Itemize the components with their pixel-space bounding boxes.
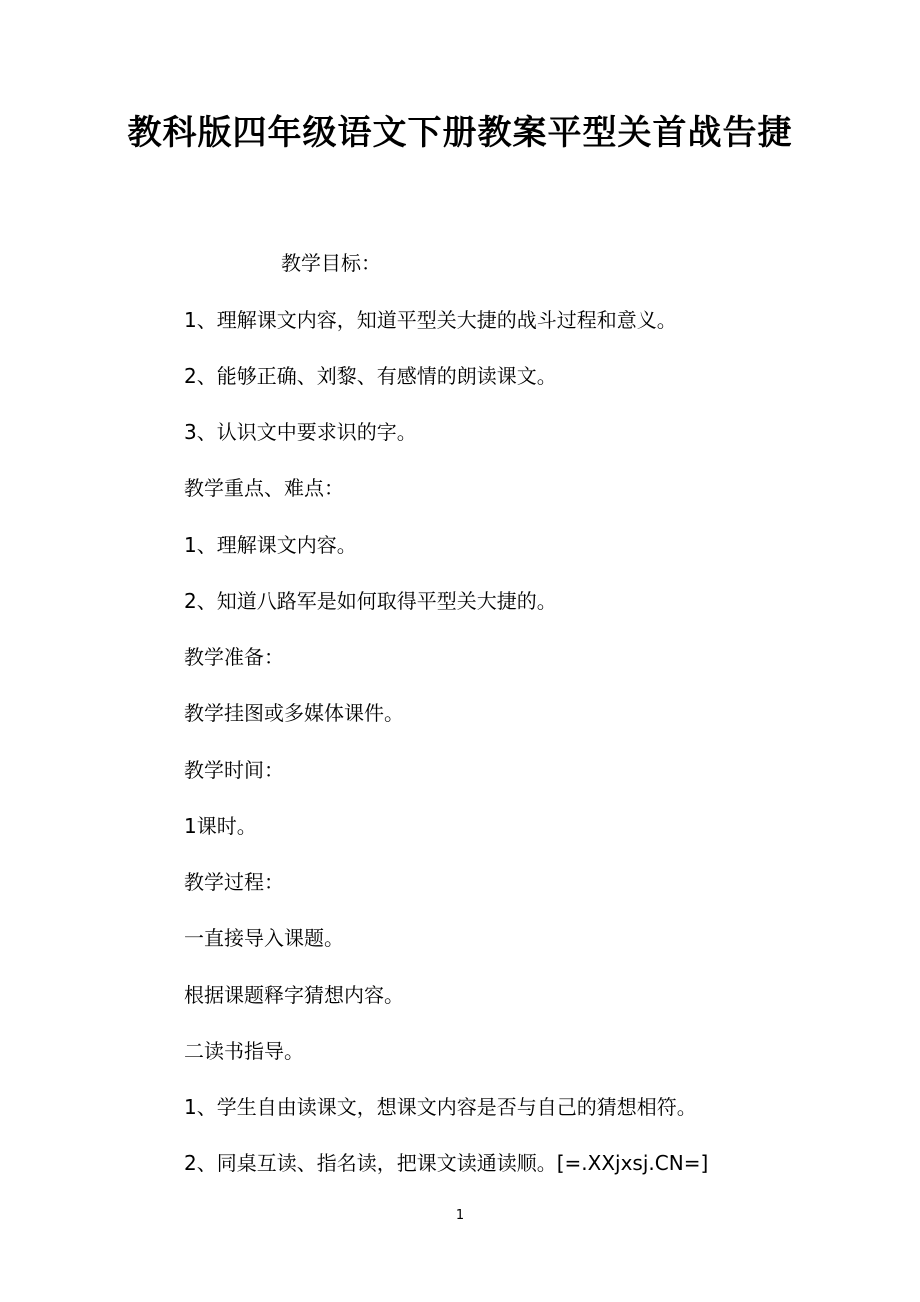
time-text: 1课时。 bbox=[184, 814, 257, 838]
page-number: 1 bbox=[455, 1208, 465, 1223]
section-heading-process: 教学过程： bbox=[184, 870, 284, 894]
section-heading-time: 教学时间： bbox=[184, 758, 284, 782]
process-step-1: 一直接导入课题。 bbox=[184, 926, 344, 950]
goal-item-2: 2、能够正确、刘黎、有感情的朗读课文。 bbox=[184, 364, 557, 388]
document-title: 教科版四年级语文下册教案平型关首战告捷 bbox=[127, 113, 793, 153]
section-heading-key-points: 教学重点、难点： bbox=[184, 476, 344, 500]
section-heading-preparation: 教学准备： bbox=[184, 645, 284, 669]
key-point-item-2: 2、知道八路军是如何取得平型关大捷的。 bbox=[184, 589, 557, 613]
process-step-2-item-1: 1、学生自由读课文，想课文内容是否与自己的猜想相符。 bbox=[184, 1095, 697, 1119]
key-point-item-1: 1、理解课文内容。 bbox=[184, 533, 357, 557]
process-step-1-detail: 根据课题释字猜想内容。 bbox=[184, 983, 404, 1007]
process-step-2: 二读书指导。 bbox=[184, 1039, 304, 1063]
goal-item-3: 3、认识文中要求识的字。 bbox=[184, 420, 417, 444]
process-step-2-item-2: 2、同桌互读、指名读，把课文读通读顺。[=.XXjxsj.CN=] bbox=[184, 1151, 709, 1175]
goal-item-1: 1、理解课文内容，知道平型关大捷的战斗过程和意义。 bbox=[184, 308, 677, 332]
section-heading-teaching-goals: 教学目标： bbox=[281, 251, 381, 275]
preparation-text: 教学挂图或多媒体课件。 bbox=[184, 701, 404, 725]
